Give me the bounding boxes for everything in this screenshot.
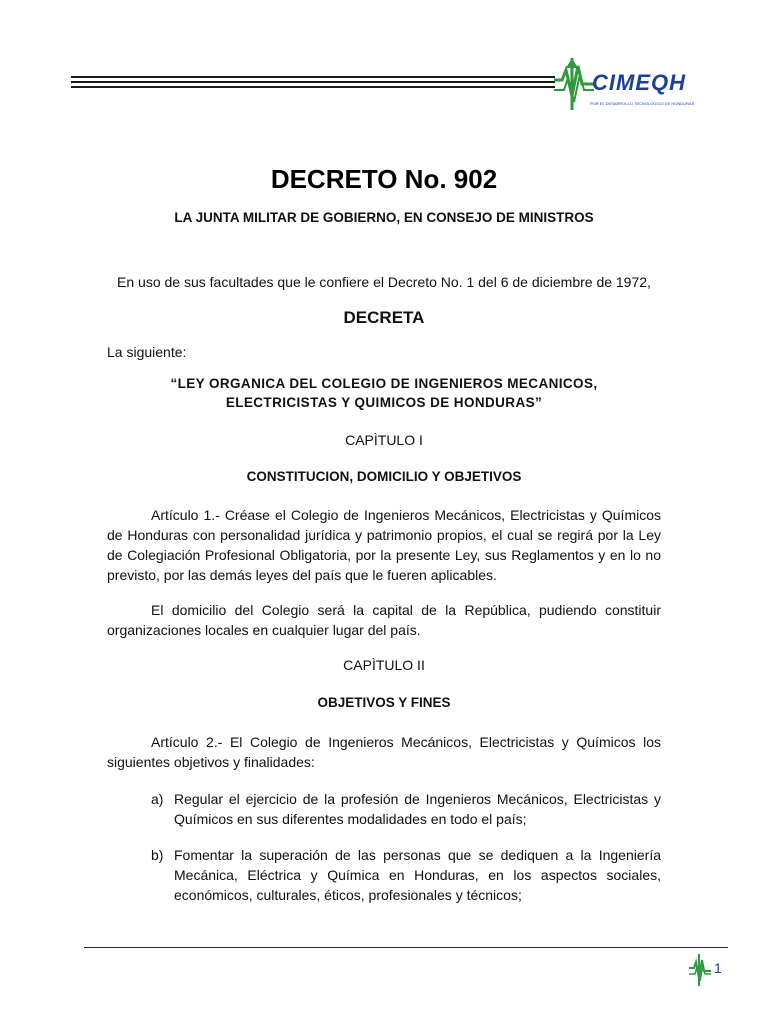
lead-text: La siguiente: (107, 344, 187, 360)
chapter-heading: OBJETIVOS Y FINES (317, 695, 451, 710)
header-rule (71, 81, 555, 83)
issuing-body: LA JUNTA MILITAR DE GOBIERNO, EN CONSEJO DE MINISTROS (174, 210, 594, 225)
footer-rule (84, 947, 728, 948)
list-item (151, 789, 661, 829)
footer-logo-icon (688, 953, 712, 987)
list-item-text: Regular el ejercicio de la profesión de Ingenieros Mecánicos, Electricistas y Químicos en sus diferentes modalidades en todo el país; (174, 791, 661, 827)
article-text: Artículo 1.- Créase el Colegio de Ingenieros Mecánicos, Electricistas y Químicos de Honduras con personalidad jurídica y patrimonio propios, el cual se regirá por la Ley de Colegiación Profesional Obligatoria, por la presente Ley, sus Reglamentos y en lo no previsto, por las demás leyes del país que le fueren aplicables. (107, 507, 661, 583)
logo-wordmark: CIMEQH (592, 70, 686, 95)
header-rule (71, 76, 555, 78)
article-2 (107, 732, 661, 772)
article-text: Artículo 2.- El Colegio de Ingenieros Mecánicos, Electricistas y Químicos los siguientes objetivos y finalidades: (107, 734, 661, 770)
law-title-line: “LEY ORGANICA DEL COLEGIO DE INGENIEROS MECANICOS, (170, 376, 598, 391)
law-title (0, 374, 768, 412)
paragraph-text: El domicilio del Colegio será la capital de la República, pudiendo constituir organizaciones locales en cualquier lugar del país. (107, 602, 661, 638)
cimeqh-logo (552, 56, 702, 112)
chapter-label: CAPÌTULO I (345, 432, 423, 448)
chapter-heading: CONSTITUCION, DOMICILIO Y OBJETIVOS (246, 469, 522, 484)
article-1 (107, 505, 661, 585)
list-marker: a) (151, 791, 164, 807)
logo-tagline: POR EL DESARROLLO TECNOLOGICO DE HONDURAS (590, 101, 695, 106)
page-number: 1 (714, 960, 722, 976)
intro-text: En uso de sus facultades que le confiere el Decreto No. 1 del 6 de diciembre de 1972, (117, 274, 651, 290)
header-rule (71, 86, 555, 88)
chapter-label: CAPÌTULO II (343, 657, 425, 673)
list-item (151, 845, 661, 905)
domicilio-paragraph (107, 600, 661, 640)
list-item-text: Fomentar la superación de las personas que se dediquen a la Ingeniería Mecánica, Eléctrica y Química en Honduras, en los aspectos sociales, económicos, culturales, éticos, profesionales y técnicos; (174, 847, 661, 903)
law-title-line: ELECTRICISTAS Y QUIMICOS DE HONDURAS” (225, 395, 543, 410)
decreta-heading: DECRETA (343, 308, 425, 327)
list-marker: b) (151, 847, 164, 863)
document-title: DECRETO No. 902 (270, 164, 498, 194)
